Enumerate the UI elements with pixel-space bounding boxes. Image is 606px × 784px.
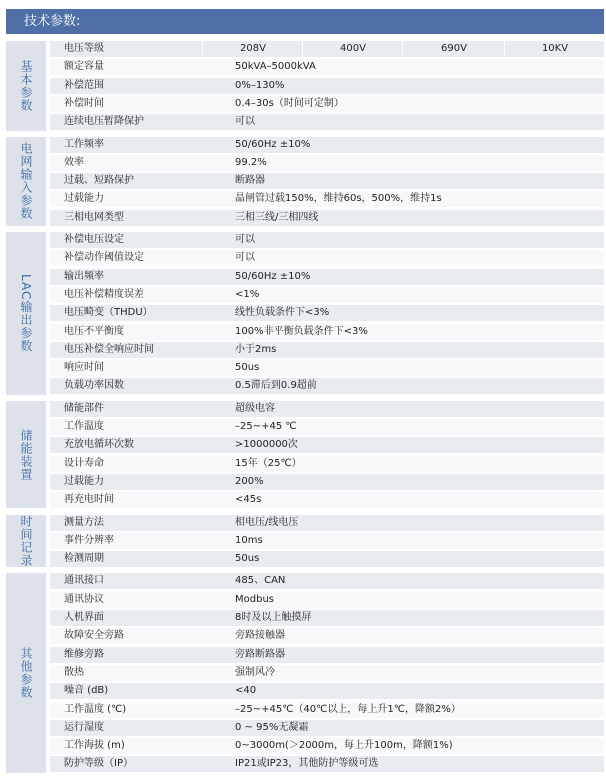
voltage-level: 400V	[302, 41, 403, 57]
spec-value: 485、CAN	[235, 575, 286, 587]
spec-value: 0%–130%	[235, 79, 285, 91]
spec-row	[50, 232, 604, 248]
spec-value: 超级电容	[235, 402, 275, 414]
section-label	[6, 137, 46, 227]
spec-value: –25~+45℃（40℃以上，每上升1℃，降额2%）	[235, 703, 461, 715]
spec-row	[50, 456, 604, 472]
spec-value: <40	[235, 685, 257, 697]
section-label-text: 储能装置	[19, 428, 33, 481]
spec-name: 过载能力	[64, 475, 104, 487]
spec-name: 输出频率	[64, 270, 104, 282]
spec-name: 效率	[64, 156, 84, 168]
spec-value: IP21或IP23，其他防护等级可选	[235, 758, 379, 770]
spec-name: 过载、短路保护	[64, 175, 134, 187]
spec-name: 电压补偿全响应时间	[64, 343, 154, 355]
spec-name: 过载能力	[64, 193, 104, 205]
spec-value: <1%	[235, 288, 260, 300]
spec-value: 0.4–30s（时间可定制）	[235, 97, 344, 109]
spec-value: 线性负载条件下<3%	[235, 307, 330, 319]
spec-value: 相电压/线电压	[235, 516, 299, 528]
spec-name: 连续电压暂降保护	[64, 116, 144, 128]
voltage-level: 208V	[202, 41, 303, 57]
spec-table-title: 技术参数:	[6, 9, 604, 34]
spec-row	[50, 360, 604, 376]
spec-name: 设计寿命	[64, 457, 104, 469]
section-label	[6, 515, 46, 568]
spec-row	[50, 515, 604, 531]
spec-name: 工作频率	[64, 138, 104, 150]
spec-value: 可以	[235, 252, 255, 264]
spec-name: 测量方法	[64, 516, 104, 528]
spec-name: 储能部件	[64, 402, 104, 414]
section-label-text: 其他参数	[19, 647, 33, 700]
spec-value: 50/60Hz ±10%	[235, 138, 311, 150]
spec-row	[50, 592, 604, 608]
spec-value: 200%	[235, 475, 264, 487]
spec-name: 通讯协议	[64, 593, 104, 605]
spec-row	[50, 551, 604, 567]
spec-value: –25~+45 ℃	[235, 421, 297, 432]
section-label-text: 基本参数	[19, 59, 33, 112]
spec-name: 电压等级	[64, 43, 104, 54]
spec-row	[50, 756, 604, 772]
spec-row	[50, 210, 604, 226]
spec-row	[50, 610, 604, 626]
spec-value: 断路器	[235, 175, 265, 187]
spec-row	[50, 665, 604, 681]
spec-name: 响应时间	[64, 362, 104, 374]
spec-name: 工作温度	[64, 421, 104, 432]
spec-row	[50, 401, 604, 417]
spec-name: 补偿范围	[64, 79, 104, 91]
spec-row	[50, 492, 604, 508]
spec-value: 0.5滞后到0.9超前	[235, 380, 317, 392]
spec-value: 15年（25℃）	[235, 457, 302, 469]
spec-value: >1000000次	[235, 439, 298, 451]
spec-row	[50, 738, 604, 754]
spec-name: 维修旁路	[64, 648, 104, 660]
spec-name: 额定容量	[64, 61, 104, 73]
spec-name: 故障安全旁路	[64, 630, 124, 642]
spec-value: Modbus	[235, 593, 274, 605]
spec-row	[50, 305, 604, 321]
spec-value: 50us	[235, 362, 260, 374]
spec-value: 8时及以上触摸屏	[235, 612, 312, 623]
spec-row	[50, 628, 604, 644]
spec-name: 检测周期	[64, 553, 104, 565]
spec-value: <45s	[235, 494, 262, 506]
spec-name: 充放电循环次数	[64, 439, 134, 451]
spec-row	[50, 114, 604, 130]
spec-row	[50, 647, 604, 663]
spec-row	[50, 342, 604, 358]
spec-name: 电压畸变（THDU）	[64, 307, 153, 319]
spec-row	[50, 419, 604, 435]
spec-name: 人机界面	[64, 612, 104, 623]
spec-row	[50, 96, 604, 112]
spec-row	[50, 683, 604, 699]
spec-row	[50, 155, 604, 171]
spec-name: 运行湿度	[64, 721, 104, 733]
spec-name: 补偿时间	[64, 97, 104, 109]
spec-value: 0~3000m(＞2000m，每上升100m，降额1%)	[235, 740, 453, 752]
spec-value: 100%非平衡负载条件下<3%	[235, 325, 368, 337]
spec-row	[50, 573, 604, 589]
spec-value: 99.2%	[235, 156, 267, 168]
section-label-text: LAC输出参数	[19, 274, 33, 353]
voltage-levels	[202, 41, 604, 57]
spec-row	[50, 474, 604, 490]
spec-row	[50, 59, 604, 75]
spec-value: 10ms	[235, 534, 263, 546]
spec-name: 补偿电压设定	[64, 234, 124, 245]
spec-row	[50, 250, 604, 266]
spec-row	[50, 378, 604, 394]
spec-row	[50, 191, 604, 207]
spec-name: 噪音 (dB)	[64, 685, 109, 697]
section-label	[6, 573, 46, 772]
spec-value: 50kVA–5000kVA	[235, 61, 316, 73]
spec-name: 工作温度 (℃)	[64, 703, 127, 715]
spec-name: 再充电时间	[64, 494, 114, 506]
spec-value: 三相三线/三相四线	[235, 211, 319, 223]
spec-name: 防护等级（IP）	[64, 758, 133, 770]
spec-value: 50/60Hz ±10%	[235, 270, 311, 282]
spec-name: 负载功率因数	[64, 380, 124, 392]
spec-name: 电压补偿精度误差	[64, 288, 144, 300]
spec-row	[50, 137, 604, 153]
voltage-level: 690V	[402, 41, 505, 57]
spec-value: 可以	[235, 116, 255, 128]
spec-row	[50, 702, 604, 718]
section-label	[6, 41, 46, 131]
spec-row	[50, 269, 604, 285]
section-label	[6, 401, 46, 509]
spec-value: 0 ~ 95%无凝霜	[235, 721, 309, 733]
spec-name: 三相电网类型	[64, 211, 124, 223]
spec-row	[50, 437, 604, 453]
section-label-text: 时间记录	[19, 514, 33, 567]
spec-name: 通讯接口	[64, 575, 104, 587]
spec-row	[50, 324, 604, 340]
spec-name: 补偿动作阈值设定	[64, 252, 144, 264]
spec-name: 事件分辨率	[64, 534, 114, 546]
spec-name: 散热	[64, 666, 84, 678]
spec-name: 工作海拔 (m)	[64, 740, 125, 752]
spec-row	[50, 173, 604, 189]
spec-row	[50, 78, 604, 94]
spec-name: 电压不平衡度	[64, 325, 124, 337]
spec-value: 旁路断路器	[235, 648, 285, 660]
section-label-text: 电网输入参数	[19, 142, 33, 221]
spec-value: 小于2ms	[235, 343, 277, 355]
section-label	[6, 232, 46, 395]
spec-row	[50, 41, 604, 57]
spec-value: 旁路接触器	[235, 630, 285, 642]
spec-value: 强制风冷	[235, 666, 275, 678]
voltage-level: 10KV	[504, 41, 605, 57]
spec-row	[50, 287, 604, 303]
spec-row	[50, 533, 604, 549]
spec-row	[50, 720, 604, 736]
spec-value: 可以	[235, 234, 255, 245]
spec-value: 晶闸管过载150%，维持60s，500%，维持1s	[235, 193, 442, 205]
spec-value: 50us	[235, 553, 260, 565]
